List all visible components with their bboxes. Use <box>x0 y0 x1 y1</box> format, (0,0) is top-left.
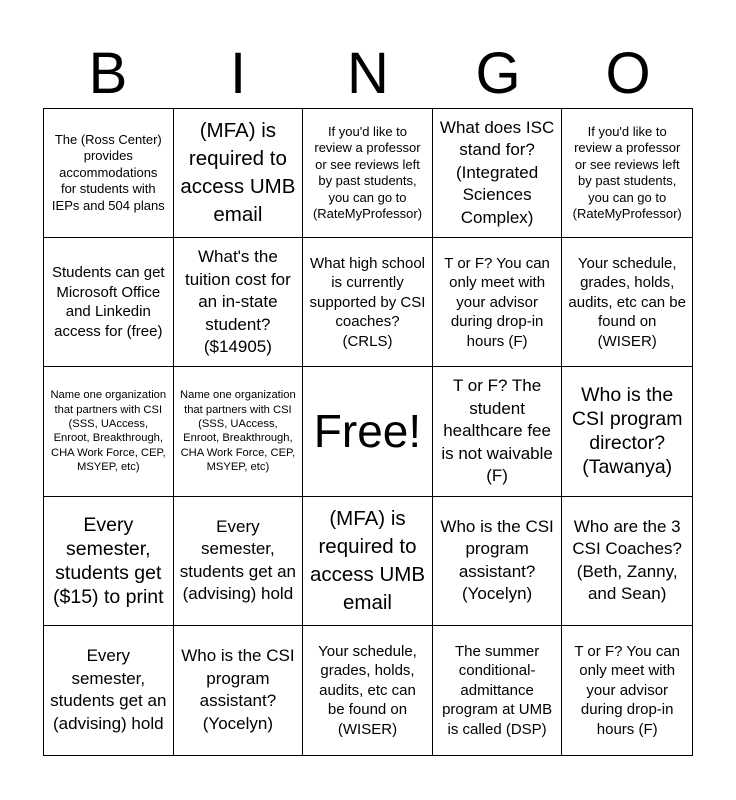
cell-text: Who is the CSI program assistant? (Yocelyn) <box>181 646 295 733</box>
cell-text: What high school is currently supported by CSI coaches? (CRLS) <box>309 254 426 350</box>
header-letter-g: G <box>475 41 521 106</box>
bingo-board <box>43 108 693 756</box>
cell-text: The (Ross Center) provides accommodations for students with IEPs and 504 plans <box>51 132 165 213</box>
header-letter-b: B <box>88 41 128 106</box>
bingo-header <box>43 40 693 108</box>
bingo-cell-r5c2[interactable] <box>174 626 304 755</box>
cell-text: Every semester, students get an (advising) hold <box>50 646 167 733</box>
bingo-cell-r3c2[interactable] <box>174 367 304 496</box>
cell-text: (MFA) is required to access UMB email <box>180 119 296 227</box>
cell-text: What does ISC stand for? (Integrated Sciences Complex) <box>439 117 555 227</box>
bingo-cell-r1c2[interactable] <box>174 109 304 238</box>
bingo-cell-r4c3[interactable] <box>303 497 433 626</box>
header-letter-o: O <box>605 41 651 106</box>
cell-text: T or F? You can only meet with your advisor during drop-in hours (F) <box>574 642 681 738</box>
cell-text: Your schedule, grades, holds, audits, etc can be found on (WISER) <box>318 642 417 738</box>
bingo-cell-r4c2[interactable] <box>174 497 304 626</box>
cell-text: The summer conditional-admittance program at UMB is called (DSP) <box>442 642 553 738</box>
bingo-cell-r4c4[interactable] <box>433 497 563 626</box>
cell-text: Name one organization that partners with CSI (SSS, UAccess, Enroot, Breakthrough, CHA Work Force, CEP, MSYEP, etc) <box>180 389 296 474</box>
bingo-cell-r3c5[interactable] <box>562 367 692 496</box>
cell-text: Who is the CSI program director? (Tawanya) <box>571 384 683 479</box>
cell-text: Who are the 3 CSI Coaches? (Beth, Zanny, and Sean) <box>572 516 682 604</box>
bingo-cell-r5c5[interactable] <box>562 626 692 755</box>
header-letter-n: N <box>347 41 389 106</box>
free-space-label: Free! <box>313 405 422 458</box>
cell-text: Every semester, students get ($15) to print <box>53 513 164 608</box>
cell-text: If you'd like to review a professor or see reviews left by past students, you can go to (RateMyProfessor) <box>572 123 682 221</box>
bingo-cell-r2c3[interactable] <box>303 238 433 367</box>
header-letter-i: I <box>229 41 247 106</box>
bingo-cell-r5c3[interactable] <box>303 626 433 755</box>
bingo-cell-r2c1[interactable] <box>44 238 174 367</box>
cell-text: Name one organization that partners with CSI (SSS, UAccess, Enroot, Breakthrough, CHA Work Force, CEP, MSYEP, etc) <box>50 389 167 474</box>
bingo-cell-r5c1[interactable] <box>44 626 174 755</box>
cell-text: T or F? The student healthcare fee is not waivable (F) <box>441 376 553 486</box>
cell-text: T or F? You can only meet with your advisor during drop-in hours (F) <box>444 254 550 350</box>
bingo-cell-r4c1[interactable] <box>44 497 174 626</box>
cell-text: Every semester, students get an (advising) hold <box>179 516 297 604</box>
bingo-cell-r1c3[interactable] <box>303 109 433 238</box>
bingo-cell-r2c4[interactable] <box>433 238 563 367</box>
bingo-cell-r2c5[interactable] <box>562 238 692 367</box>
bingo-cell-r1c4[interactable] <box>433 109 563 238</box>
bingo-cell-r1c1[interactable] <box>44 109 174 238</box>
bingo-cell-r3c1[interactable] <box>44 367 174 496</box>
cell-text: Who is the CSI program assistant? (Yocelyn) <box>440 516 554 604</box>
cell-text: Students can get Microsoft Office and Linkedin access for (free) <box>52 264 165 340</box>
cell-text: If you'd like to review a professor or see reviews left by past students, you can go to (RateMyProfessor) <box>312 123 423 221</box>
cell-text: (MFA) is required to access UMB email <box>309 506 426 614</box>
bingo-cell-r5c4[interactable] <box>433 626 563 755</box>
bingo-cell-r1c5[interactable] <box>562 109 692 238</box>
bingo-cell-free[interactable] <box>303 367 433 496</box>
cell-text: What's the tuition cost for an in-state student? ($14905) <box>184 247 291 357</box>
bingo-cell-r3c4[interactable] <box>433 367 563 496</box>
bingo-cell-r4c5[interactable] <box>562 497 692 626</box>
cell-text: Your schedule, grades, holds, audits, etc can be found on (WISER) <box>568 254 686 350</box>
bingo-cell-r2c2[interactable] <box>174 238 304 367</box>
